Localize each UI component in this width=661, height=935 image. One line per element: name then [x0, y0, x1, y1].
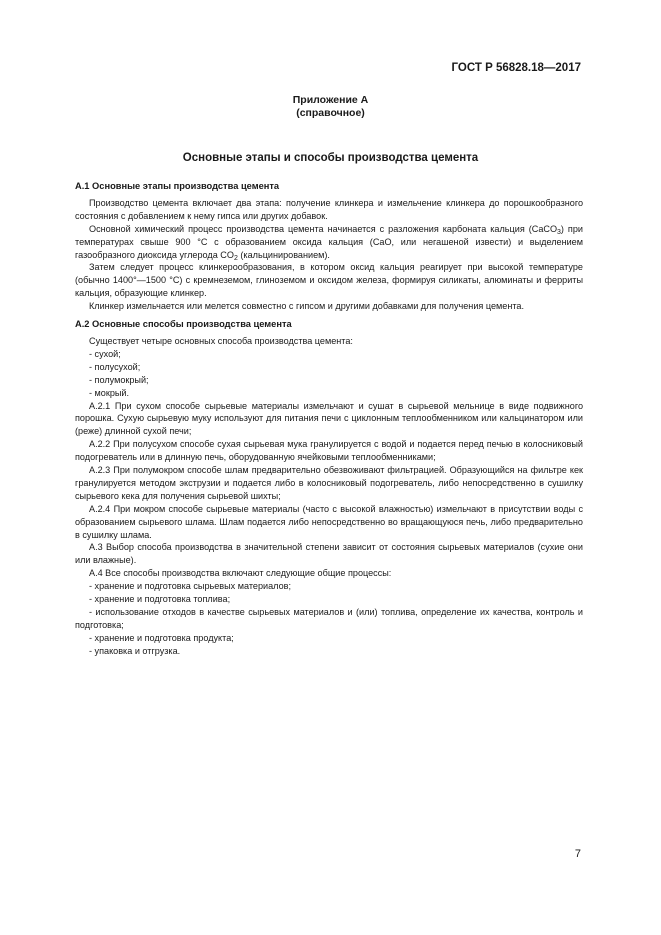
list-item: - полусухой; [89, 361, 141, 372]
page-number: 7 [574, 848, 581, 860]
document-body [75, 180, 583, 658]
paragraph: А.2.3 При полумокром способе шлам предварительно обезвоживают фильтрацией. Образующийся на фильтре кек гранулируется методом экструзии и подается либо в колосниковый подогреватель, либо непосредственно в сушилку сырьевого кека для получения сырьевой шихты; [75, 465, 583, 501]
paragraph: А.3 Выбор способа производства в значительной степени зависит от состояния сырьевых материалов (сухие они или влажные). [75, 542, 583, 566]
appendix-kind: (справочное) [296, 107, 365, 119]
paragraph: А.4 Все способы производства включают следующие общие процессы: [89, 568, 392, 579]
paragraph: Существует четыре основных способа производства цемента: [89, 335, 353, 346]
appendix-title: Приложение А [292, 94, 369, 106]
section-a1-heading: А.1 Основные этапы производства цемента [75, 181, 280, 191]
paragraph: Производство цемента включает два этапа: получение клинкера и измельчение клинкера до порошкообразного состояния с добавлением к нему гипса или других добавок. [75, 197, 583, 221]
section-a2-heading: А.2 Основные способы производства цемента [75, 319, 292, 330]
list-item: - использование отходов в качестве сырьевых материалов и (или) топлива, определение их качества, контроль и подготовка; [75, 607, 583, 630]
list-item: - мокрый. [89, 387, 130, 398]
list-item: - хранение и подготовка продукта; [89, 632, 234, 643]
paragraph: А.2.2 При полусухом способе сухая сырьевая мука гранулируется с водой и подается перед печью в колосниковый подогреватель или в длинную печь, оборудованную ячейковыми теплообменниками; [75, 439, 583, 463]
list-item: - хранение и подготовка сырьевых материалов; [89, 581, 291, 592]
list-item: - полумокрый; [89, 374, 149, 385]
paragraph: Клинкер измельчается или мелется совместно с гипсом и другими добавками для получения цемента. [89, 301, 524, 312]
paragraph: Затем следует процесс клинкерообразования, в котором оксид кальция реагирует при высокой температуре (обычно 1400°—1500 °С) с кремнеземом, глиноземом и оксидом железа, формируя силикаты, алюминаты и ферриты кальция, образующие клинкер. [75, 262, 583, 299]
list-item: - упаковка и отгрузка. [89, 645, 181, 656]
paragraph-chemistry: Основной химический процесс производства цемента начинается с разложения карбоната кальция (CaCO$_3$) при температурах свыше 900 °С с образованием оксида кальция (CaO, или негашеной извести) и выделением газообразного диоксида углерода $CO_2$ (кальцинированием). [75, 223, 583, 262]
list-item: - хранение и подготовка топлива; [89, 594, 231, 605]
page-title: Основные этапы и способы производства цемента [182, 152, 479, 164]
standard-code: ГОСТ Р 56828.18—2017 [451, 62, 581, 74]
paragraph: А.2.4 При мокром способе сырьевые материалы (часто с высокой влажностью) измельчают в присутствии воды с образованием сырьевого шлама. Шлам подается либо непосредственно во вращающуюся печь, либо предварительно в сушилку шлама. [75, 503, 583, 540]
list-item: - сухой; [89, 348, 121, 359]
paragraph: А.2.1 При сухом способе сырьевые материалы измельчают и сушат в сырьевой мельнице в виде подвижного порошка. Сухую сырьевую муку используют для питания печи с циклонным теплообменником или кальцинатором или (реже) длинной сухой печи; [75, 400, 583, 437]
